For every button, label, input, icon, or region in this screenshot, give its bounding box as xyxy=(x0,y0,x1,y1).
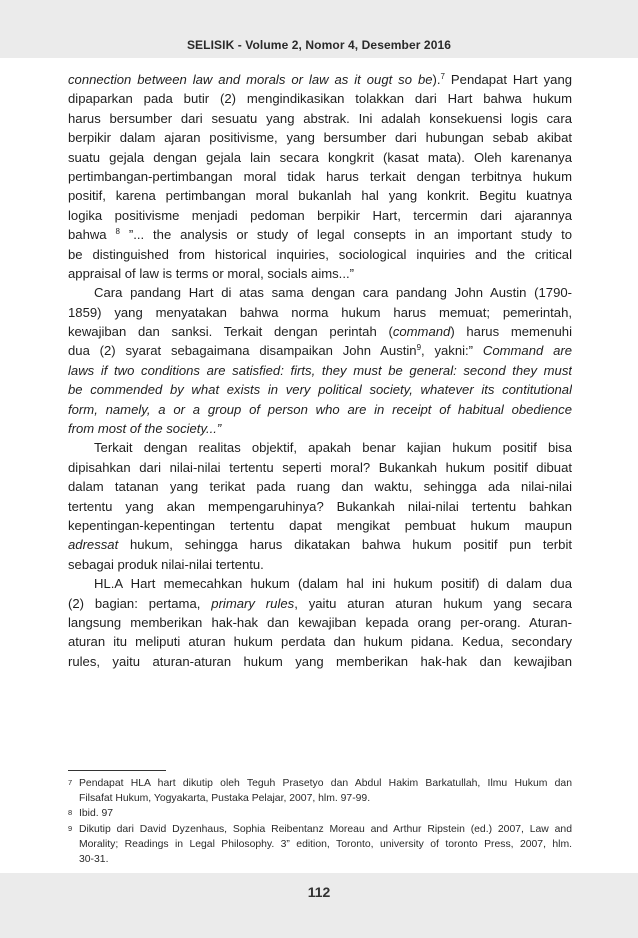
footnote-number: 7 xyxy=(68,778,73,787)
body-line xyxy=(68,225,572,244)
italic-text: from most of the society...” xyxy=(68,421,222,437)
text-run: kewajiban dan sanksi. Terkait dengan perintah ( xyxy=(68,324,393,340)
body-line: pertimbangan-pertimbangan moral tidak harus terkait dengan terbitnya hukum xyxy=(68,168,572,184)
body-line: berpikir dalam ajaran positivisme, yang bersumber dari hubungan sebab akibat xyxy=(68,130,572,146)
body-line: be distinguished from historical inquiries, sociological inquiries and the critical xyxy=(68,246,572,262)
text-run: dua (2) syarat sebagaimana disampaikan John Austin xyxy=(68,343,417,359)
italic-text: be commended by what exists in very political society, whatever its contitutional xyxy=(68,382,572,398)
text-run: (2) bagian: pertama, xyxy=(68,595,212,611)
body-line: harus bersumber dari sesuatu yang abstrak. Ini adalah konsekuensi logis cara xyxy=(68,110,572,126)
body-line: kepentingan-kepentingan tertentu dapat mengikat pembuat hukum maupun xyxy=(68,517,572,533)
footnote-ref-9[interactable]: 9 xyxy=(416,343,422,353)
body-line: positif, karena pertimbangan moral bukanlah hal yang konkrit. Begitu kuatnya xyxy=(68,188,572,204)
text-run: ) harus memenuhi xyxy=(450,324,572,340)
body-line xyxy=(68,361,572,380)
text-run: hukum, sehingga harus dikatakan bahwa hukum positif pun terbit xyxy=(118,537,572,553)
italic-text: laws if two conditions are satisfied: firts, they must be general: second they must xyxy=(68,362,572,378)
text-run: , yakni:” xyxy=(421,343,483,359)
footnote-number: 9 xyxy=(68,823,73,833)
footnote-ref-8[interactable]: 8 xyxy=(115,227,120,237)
italic-text: primary rules xyxy=(211,595,295,611)
body-text xyxy=(68,70,572,671)
body-line: aturan itu meliputi aturan hukum perdata dan hukum pidana. Kedua, secondary xyxy=(68,634,572,650)
body-line xyxy=(68,322,572,341)
italic-text: adressat xyxy=(68,537,119,553)
text-run: ). xyxy=(432,72,441,87)
footnote-8 xyxy=(68,806,572,821)
footnote-9 xyxy=(68,822,572,868)
footnote-line: Filsafat Hukum, Yogyakarta, Pustaka Pelajar, 2007, hlm. 97-99. xyxy=(79,793,371,805)
body-line: 1859) yang menyatakan bahwa norma hukum harus memuat; pemerintah, xyxy=(68,304,572,320)
body-line xyxy=(68,341,572,360)
footnote-line: Dikutip dari David Dyzenhaus, Sophia Reibentanz Moreau and Arthur Ripstein (ed.) 2007, Law and xyxy=(79,823,572,835)
footer-band xyxy=(0,873,638,938)
footnote-line: Ibid. 97 xyxy=(79,808,114,820)
footnote-7 xyxy=(68,776,572,806)
body-line: tertentu yang akan mempengaruhinya? Bukankah nilai-nilai tertentu bahkan xyxy=(68,498,572,514)
body-line: HL.A Hart memecahkan hukum (dalam hal ini hukum positif) di dalam dua xyxy=(94,576,572,592)
body-line: dipisahkan dari nilai-nilai tertentu seperti moral? Bukankah hukum positif dibuat xyxy=(68,459,572,475)
footnotes xyxy=(68,776,572,867)
italic-text: form, namely, a or a group of person who are in receipt of habitual obedience xyxy=(68,401,572,417)
italic-text: connection between law and morals or law as it ougt so be xyxy=(68,72,433,87)
footnote-number: 8 xyxy=(68,808,73,818)
italic-text: Command are xyxy=(482,343,572,359)
italic-text: command xyxy=(392,324,451,340)
footnote-line: Pendapat HLA hart dikutip oleh Teguh Prasetyo dan Abdul Hakim Barkatullah, Ilmu Hukum dan xyxy=(79,778,572,789)
body-line: dalam tatanan yang terikat pada ruang dan waktu, sehingga ada nilai-nilai xyxy=(68,479,572,495)
text-run: ”... the analysis or study of legal consepts in an important study to xyxy=(119,227,572,243)
footnote-line: 30-31. xyxy=(79,854,109,866)
body-line: Terkait dengan realitas objektif, apakah benar kajian hukum positif bisa xyxy=(94,440,572,456)
footnote-divider xyxy=(68,770,166,771)
body-line: langsung memberikan hak-hak dan kewajiban kepada orang per-orang. Aturan- xyxy=(68,614,572,630)
body-line: appraisal of law is terms or moral, socials aims...” xyxy=(68,265,354,281)
journal-header: SELISIK - Volume 2, Nomor 4, Desember 2016 xyxy=(186,38,452,52)
body-line xyxy=(68,70,572,89)
page-number: 112 xyxy=(307,884,331,900)
text-run: bahwa xyxy=(68,227,116,243)
body-line: dipaparkan pada butir (2) mengindikasikan tolakkan dari Hart bahwa hukum xyxy=(68,91,572,107)
body-line xyxy=(68,419,572,438)
text-run: , yaitu aturan aturan hukum yang secara xyxy=(294,595,572,611)
body-line: logika positivisme menjadi pedoman berpikir Hart, tercermin dari ajarannya xyxy=(68,207,572,223)
body-line: Cara pandang Hart di atas sama dengan cara pandang John Austin (1790- xyxy=(94,285,572,301)
footnote-line: Morality; Readings in Legal Philosophy. 3” edition, Toronto, university of toronto Press, 2007, hlm. xyxy=(79,838,572,850)
footnote-ref-7[interactable]: 7 xyxy=(440,72,445,81)
body-line: rules, yaitu aturan-aturan hukum yang memberikan hak-hak dan kewajiban xyxy=(68,653,572,669)
body-line xyxy=(68,535,572,554)
body-line: sebagai produk nilai-nilai tertentu. xyxy=(68,556,264,572)
text-run: Pendapat Hart yang xyxy=(444,72,572,87)
body-line xyxy=(68,380,572,399)
body-line xyxy=(68,400,572,419)
body-line xyxy=(68,594,572,613)
body-line: suatu gejala dengan gejala lain secara kongkrit (kasat mata). Oleh karenanya xyxy=(68,149,572,165)
